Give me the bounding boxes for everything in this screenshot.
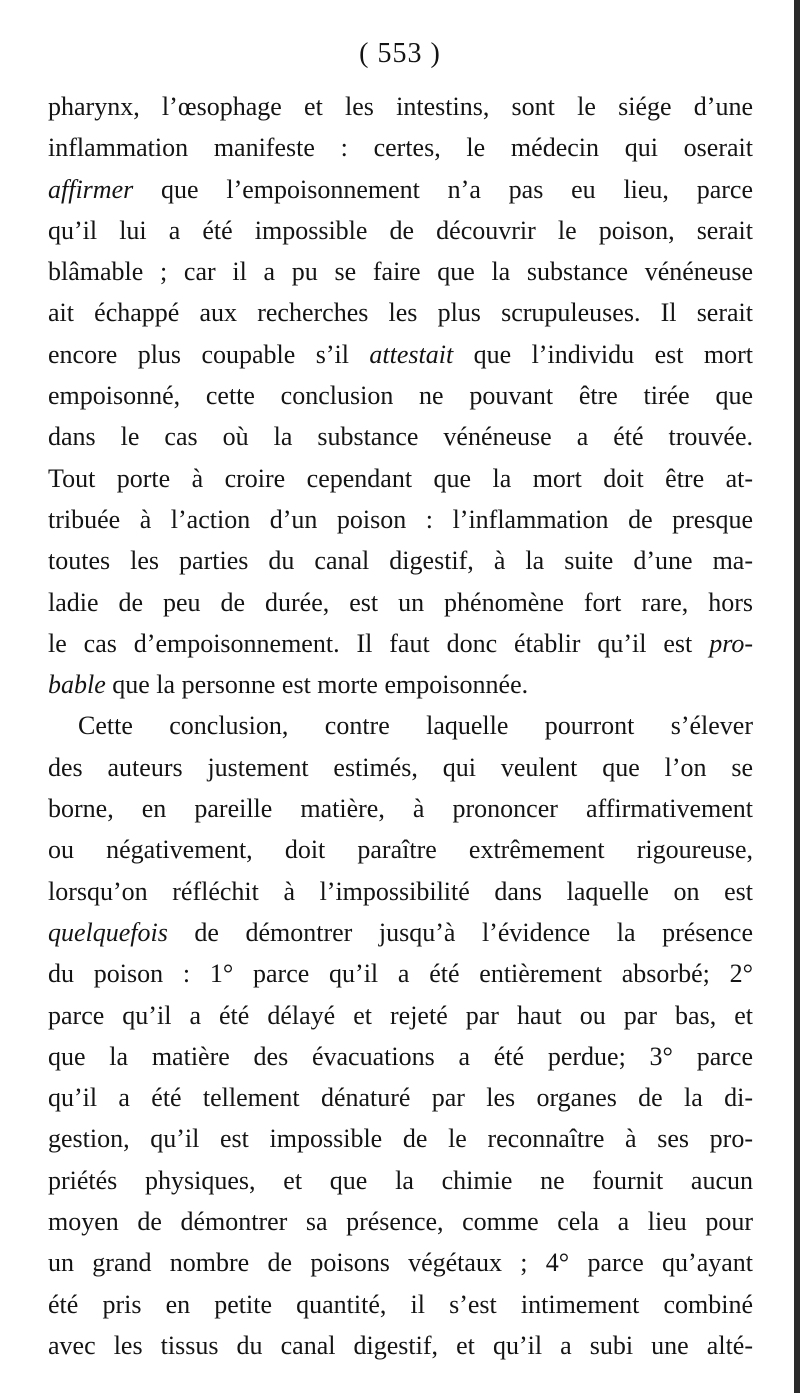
page-number: ( 553 ) [359, 38, 441, 69]
text-run: des auteurs justement estimés, qui veulent que l’on se [48, 752, 753, 782]
text-line [48, 1242, 753, 1283]
text-run: inflammation manifeste : certes, le médecin qui oserait [48, 133, 753, 163]
text-run: avec les tissus du canal digestif, et qu’il a subi une alté- [48, 1330, 753, 1360]
text-run: un grand nombre de poisons végétaux ; 4° parce qu’ayant [48, 1248, 753, 1278]
text-run: blâmable ; car il a pu se faire que la substance vénéneuse [48, 257, 753, 287]
text-run: moyen de démontrer sa présence, comme cela a lieu pour [48, 1207, 753, 1237]
text-run: lorsqu’on réfléchit à l’impossibilité dans laquelle on est [48, 876, 753, 906]
text-line [48, 1284, 753, 1325]
text-run: priétés physiques, et que la chimie ne fournit aucun [48, 1165, 753, 1195]
text-run: qu’il a été tellement dénaturé par les organes de la di- [48, 1083, 753, 1113]
text-line [48, 458, 753, 499]
text-line [48, 953, 753, 994]
text-run: Tout porte à croire cependant que la mort doit être at- [48, 463, 753, 493]
text-run: toutes les parties du canal digestif, à la suite d’une ma- [48, 546, 753, 576]
text-run: qu’il lui a été impossible de découvrir le poison, serait [48, 215, 753, 245]
italic-run: pro- [709, 628, 753, 658]
text-run: ait échappé aux recherches les plus scrupuleuses. Il serait [48, 298, 753, 328]
text-line [48, 334, 753, 375]
text-run: borne, en pareille matière, à prononcer affirmativement [48, 794, 753, 824]
text-line [48, 1160, 753, 1201]
text-run: que la matière des évacuations a été perdue; 3° parce [48, 1041, 753, 1071]
text-line [48, 623, 753, 664]
text-run: le cas d’empoisonnement. Il faut donc établir qu’il est [48, 628, 710, 658]
text-run: pharynx, l’œsophage et les intestins, sont le siége d’une [48, 92, 753, 121]
text-line [48, 1077, 753, 1118]
text-line [48, 1325, 753, 1366]
text-line [48, 747, 753, 788]
text-line [48, 582, 753, 623]
italic-run: quelquefois [48, 917, 168, 947]
text-run: de démontrer jusqu’à l’évidence la présence [167, 917, 753, 947]
italic-run: attestait [369, 339, 454, 369]
text-run: que l’individu est mort [453, 339, 753, 369]
text-run: empoisonné, cette conclusion ne pouvant être tirée que [48, 381, 753, 411]
text-run: encore plus coupable s’il [48, 339, 370, 369]
text-line [48, 540, 753, 581]
text-line [48, 416, 753, 457]
text-line [48, 86, 753, 127]
text-line [48, 169, 753, 210]
text-line [48, 251, 753, 292]
text-line [48, 210, 753, 251]
text-line [48, 912, 753, 953]
text-line [48, 829, 753, 870]
italic-run: affirmer [48, 174, 134, 204]
text-line [48, 1036, 753, 1077]
text-line [48, 375, 753, 416]
body-text [48, 86, 753, 1366]
italic-run: bable [48, 670, 106, 700]
page-edge-shadow [794, 0, 800, 1393]
text-run: gestion, qu’il est impossible de le reconnaître à ses pro- [48, 1124, 753, 1154]
text-line [48, 995, 753, 1036]
text-run: ou négativement, doit paraître extrêmement rigoureuse, [48, 835, 753, 865]
text-line [48, 1201, 753, 1242]
text-run: tribuée à l’action d’un poison : l’inflammation de presque [48, 504, 753, 534]
text-run: que l’empoisonnement n’a pas eu lieu, parce [133, 174, 753, 204]
text-run: Cette conclusion, contre laquelle pourront s’élever [78, 711, 753, 741]
text-line [48, 871, 753, 912]
text-line [48, 664, 753, 705]
text-run: été pris en petite quantité, il s’est intimement combiné [48, 1289, 753, 1319]
text-line [48, 705, 753, 746]
text-run: ladie de peu de durée, est un phénomène fort rare, hors [48, 587, 753, 617]
text-run: du poison : 1° parce qu’il a été entièrement absorbé; 2° [48, 959, 753, 989]
text-line [48, 788, 753, 829]
text-run: que la personne est morte empoisonnée. [105, 670, 529, 700]
text-line [48, 499, 753, 540]
text-line [48, 292, 753, 333]
text-line [48, 127, 753, 168]
text-run: dans le cas où la substance vénéneuse a été trouvée. [48, 422, 753, 452]
text-line [48, 1118, 753, 1159]
text-run: parce qu’il a été délayé et rejeté par haut ou par bas, et [48, 1000, 753, 1030]
